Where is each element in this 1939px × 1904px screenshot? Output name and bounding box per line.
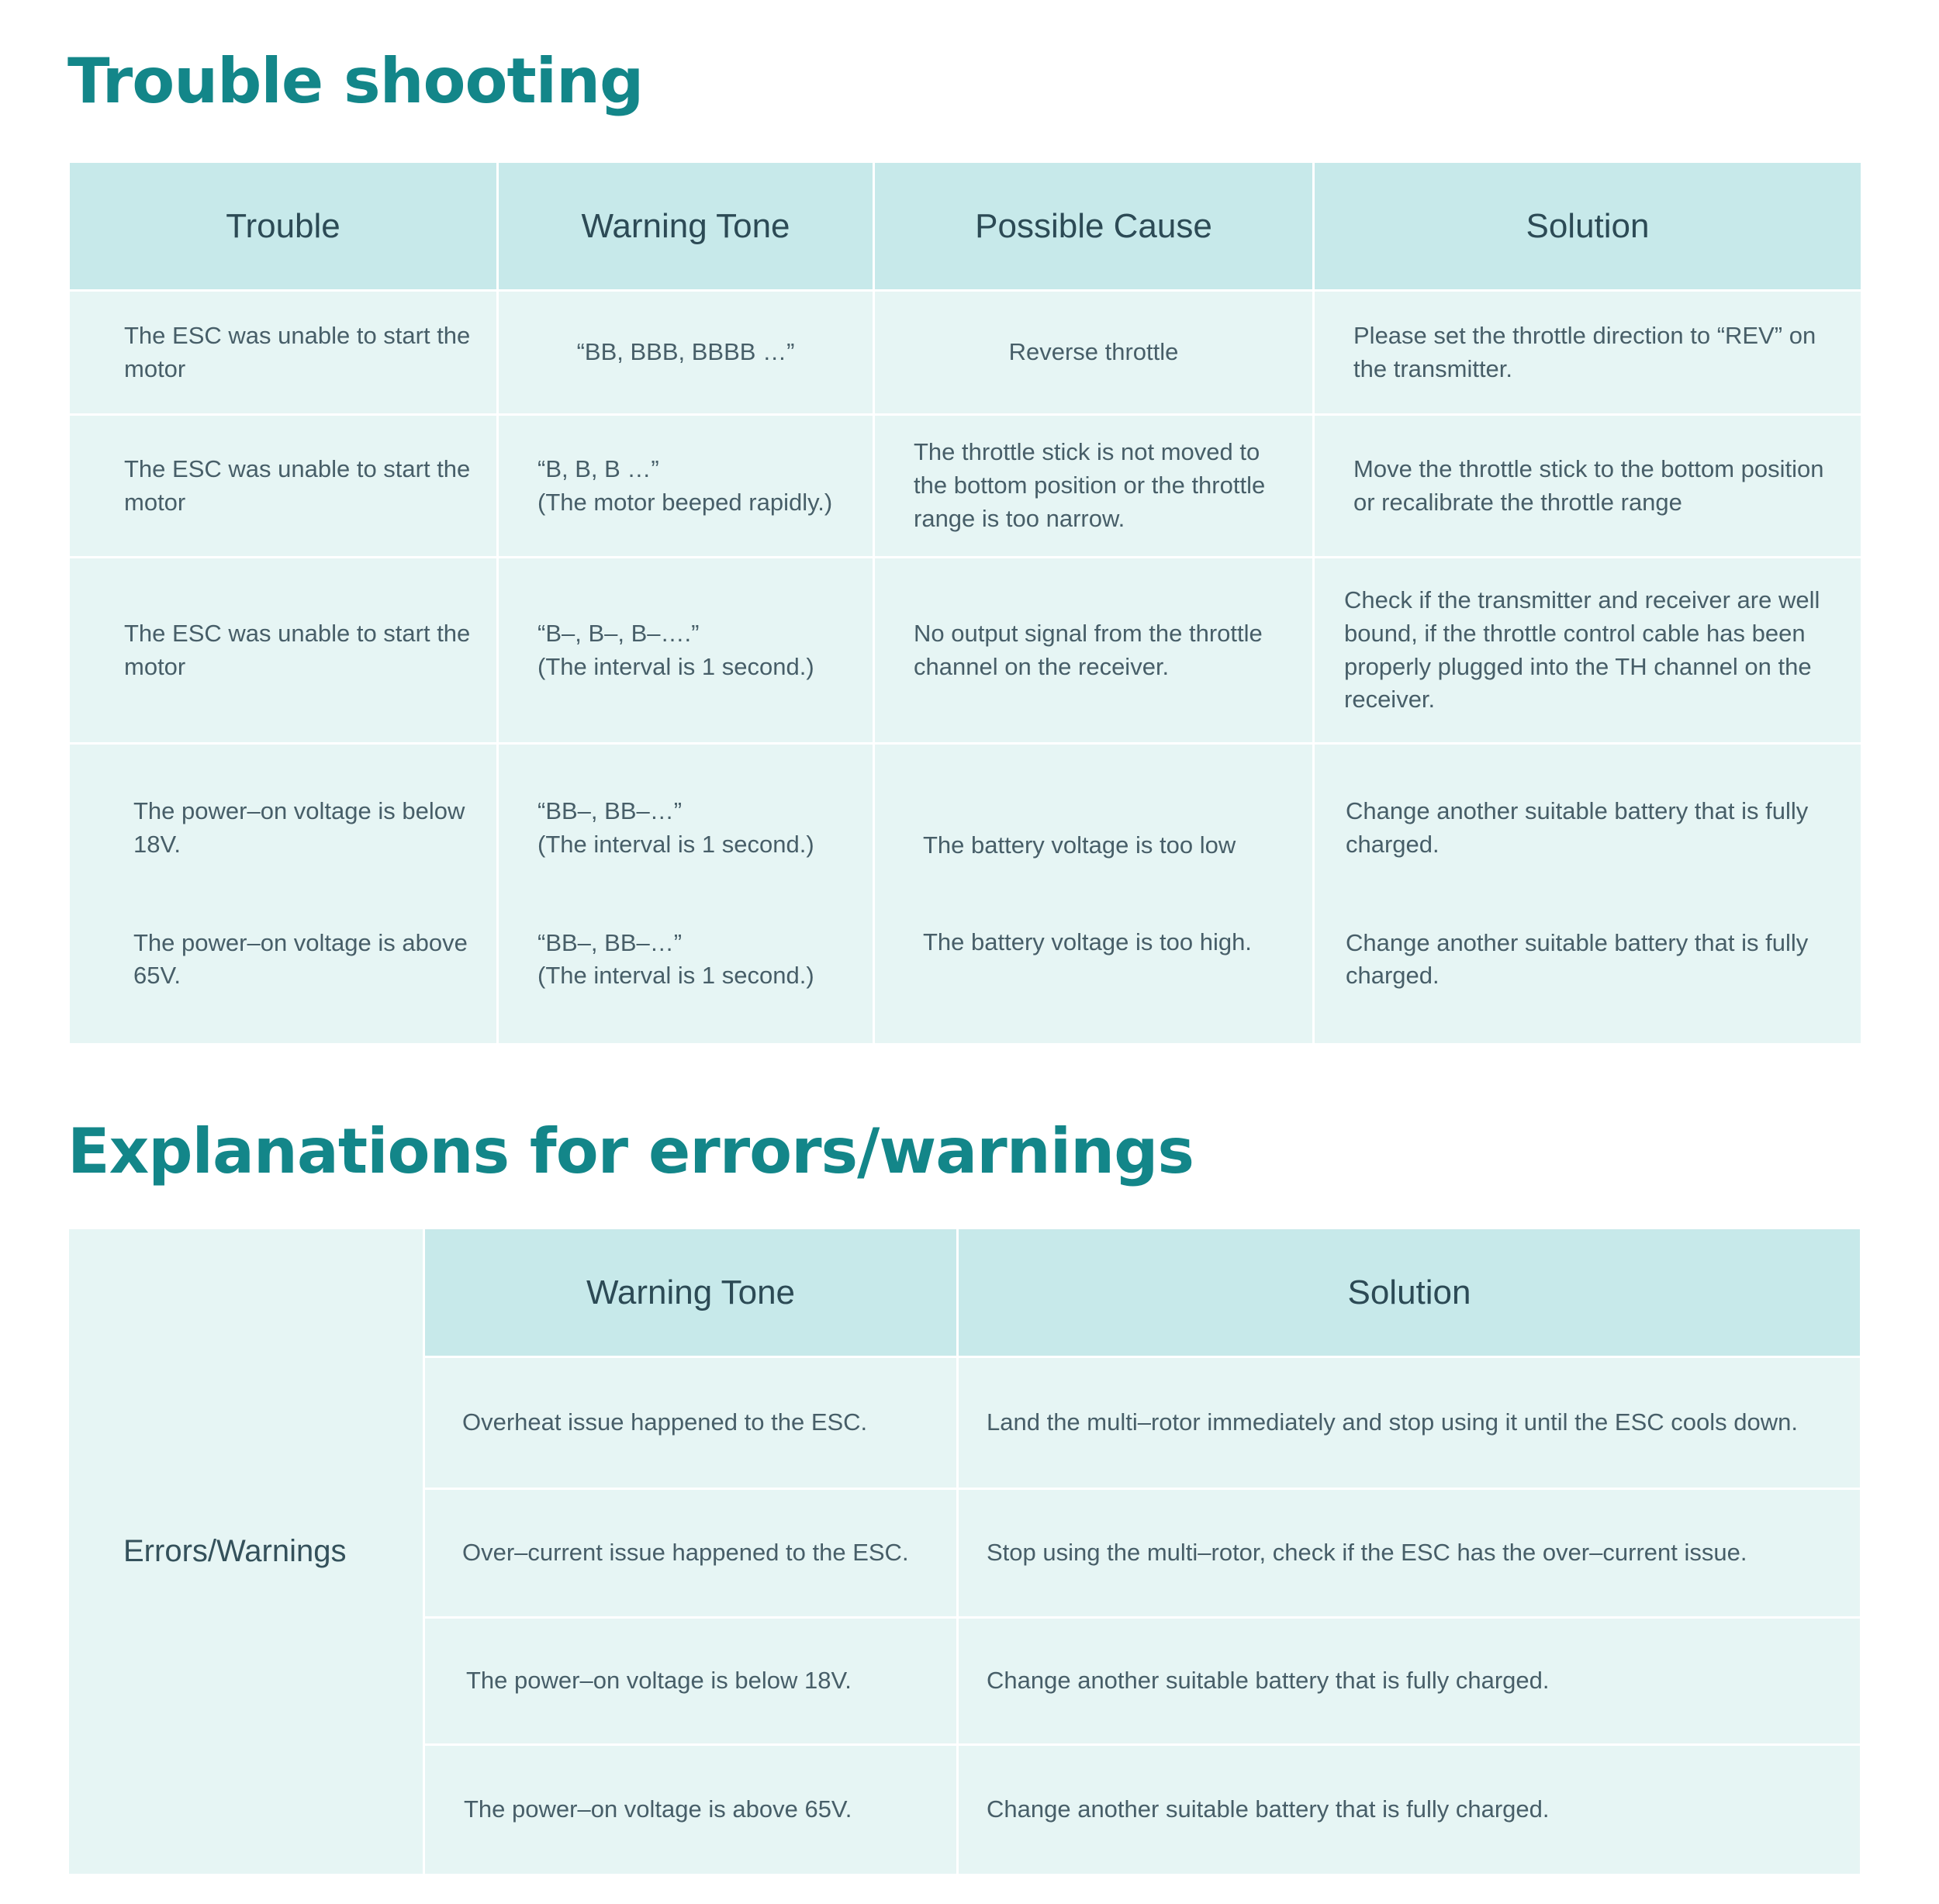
trouble-cell: The ESC was unable to start the motor <box>69 291 498 415</box>
possible-cause-cell <box>874 744 1314 1045</box>
possible-cause-cell: No output signal from the throttle channel on the receiver. <box>874 558 1314 744</box>
warning-tone-cell: The power–on voltage is above 65V. <box>424 1745 958 1875</box>
header-possible-cause: Possible Cause <box>874 162 1314 291</box>
cause-text-low: The battery voltage is too low <box>923 831 1236 859</box>
solution-cell: Please set the throttle direction to “REV” on the transmitter. <box>1314 291 1862 415</box>
troubleshooting-table <box>67 161 1863 1045</box>
explanations-table <box>67 1227 1862 1876</box>
tone-note: (The motor beeped rapidly.) <box>537 488 833 516</box>
table-row <box>69 415 1862 558</box>
trouble-text-high: The power–on voltage is above 65V. <box>133 928 468 990</box>
warning-tone-cell <box>498 744 874 1045</box>
solution-cell <box>1314 744 1862 1045</box>
trouble-text-low: The power–on voltage is below 18V. <box>133 797 465 858</box>
warning-tone-cell <box>498 415 874 558</box>
table-row <box>69 744 1862 1045</box>
warning-tone-cell: The power–on voltage is below 18V. <box>424 1618 958 1745</box>
cause-text-high: The battery voltage is too high. <box>923 928 1252 955</box>
header-warning-tone: Warning Tone <box>498 162 874 291</box>
solution-cell: Move the throttle stick to the bottom position or recalibrate the throttle range <box>1314 415 1862 558</box>
warning-tone-cell: “BB, BBB, BBBB …” <box>498 291 874 415</box>
possible-cause-cell: Reverse throttle <box>874 291 1314 415</box>
tone-text: “BB–, BB–…” <box>537 797 683 824</box>
possible-cause-cell: The throttle stick is not moved to the bottom position or the throttle range is too narrow. <box>874 415 1314 558</box>
solution-cell: Check if the transmitter and receiver are well bound, if the throttle control cable has been properly plugged into the TH channel on the receiver. <box>1314 558 1862 744</box>
solution-cell: Change another suitable battery that is fully charged. <box>958 1745 1861 1875</box>
header-solution: Solution <box>958 1228 1861 1357</box>
trouble-cell: The ESC was unable to start the motor <box>69 415 498 558</box>
header-warning-tone: Warning Tone <box>424 1228 958 1357</box>
troubleshooting-title: Trouble shooting <box>67 45 644 117</box>
warning-tone-cell <box>498 558 874 744</box>
tone-text: “B–, B–, B–….” <box>537 619 700 647</box>
header-trouble: Trouble <box>69 162 498 291</box>
explanations-title: Explanations for errors/warnings <box>67 1115 1194 1187</box>
table-row <box>69 558 1862 744</box>
tone-note: (The interval is 1 second.) <box>537 652 814 680</box>
solution-cell: Change another suitable battery that is fully charged. <box>958 1618 1861 1745</box>
trouble-cell <box>69 744 498 1045</box>
tone-text: “B, B, B …” <box>537 454 659 482</box>
warning-tone-cell: Overheat issue happened to the ESC. <box>424 1357 958 1489</box>
tone-note: (The interval is 1 second.) <box>537 962 814 990</box>
header-solution: Solution <box>1314 162 1862 291</box>
tone-note: (The interval is 1 second.) <box>537 830 814 858</box>
table-row <box>69 291 1862 415</box>
table-header-row <box>68 1228 1861 1357</box>
solution-text-low: Change another suitable battery that is fully charged. <box>1346 797 1809 858</box>
solution-text-high: Change another suitable battery that is fully charged. <box>1346 928 1809 990</box>
trouble-cell: The ESC was unable to start the motor <box>69 558 498 744</box>
warning-tone-cell: Over–current issue happened to the ESC. <box>424 1489 958 1618</box>
solution-cell: Stop using the multi–rotor, check if the ESC has the over–current issue. <box>958 1489 1861 1618</box>
tone-text: “BB–, BB–…” <box>537 928 683 956</box>
errors-warnings-label: Errors/Warnings <box>68 1228 424 1875</box>
solution-cell: Land the multi–rotor immediately and stop using it until the ESC cools down. <box>958 1357 1861 1489</box>
table-header-row <box>69 162 1862 291</box>
